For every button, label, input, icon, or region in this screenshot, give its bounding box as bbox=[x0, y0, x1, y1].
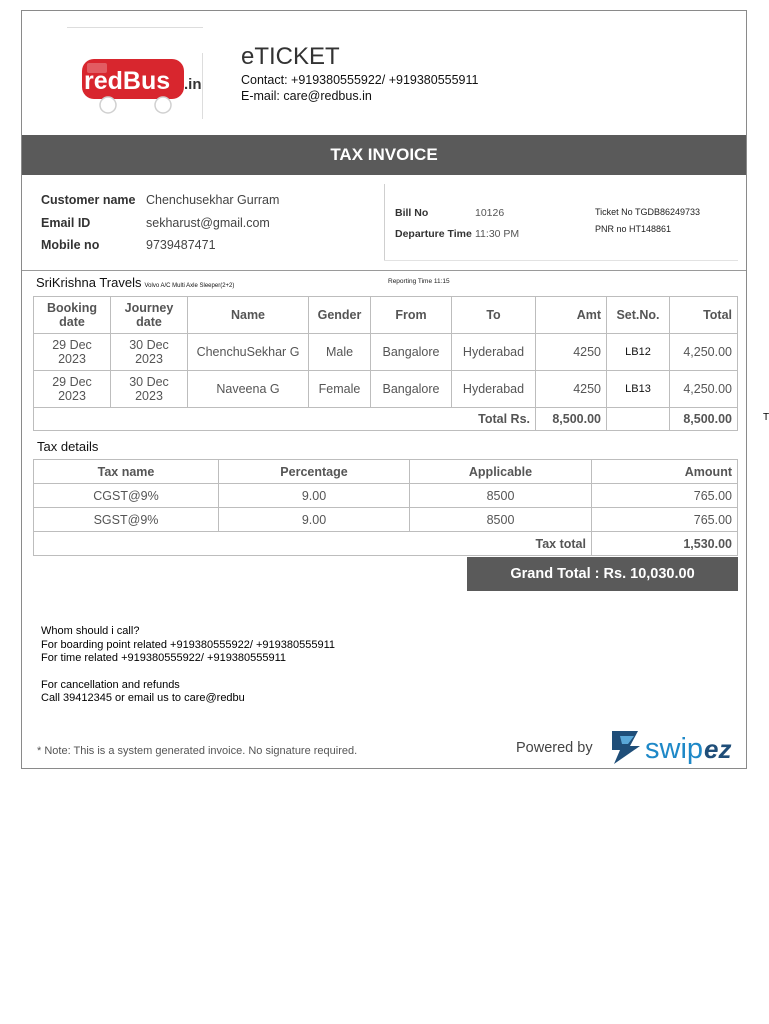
col-from: From bbox=[371, 297, 452, 334]
grand-total-box: Grand Total : Rs. 10,030.00 bbox=[467, 557, 738, 591]
customer-mobile: 9739487471 bbox=[146, 238, 216, 252]
trip-total-row bbox=[34, 408, 738, 431]
tax-total-label: Tax total bbox=[34, 532, 592, 556]
col-journey-date: Journey date bbox=[111, 297, 188, 334]
tax-percentage: 9.00 bbox=[219, 484, 410, 508]
from: Bangalore bbox=[371, 334, 452, 371]
svg-text:.in: .in bbox=[184, 76, 202, 93]
reporting-time: Reporting Time 11:15 bbox=[388, 278, 450, 285]
mobile-label: Mobile no bbox=[41, 238, 100, 252]
to: Hyderabad bbox=[452, 371, 536, 408]
email-label: Email ID bbox=[41, 215, 91, 230]
journey-date: 30 Dec 2023 bbox=[111, 334, 188, 371]
seat-no: LB13 bbox=[607, 371, 670, 408]
col-tax-name: Tax name bbox=[34, 460, 219, 484]
amount: 4250 bbox=[536, 334, 607, 371]
passenger-name: Naveena G bbox=[188, 371, 309, 408]
svg-text:redBus: redBus bbox=[84, 67, 171, 95]
gender: Female bbox=[309, 371, 371, 408]
stray-edge-text: T bbox=[763, 412, 769, 423]
invoice-page bbox=[21, 10, 747, 769]
col-seat-no: Set.No. bbox=[607, 297, 670, 334]
col-total: Total bbox=[670, 297, 738, 334]
help-question: Whom should i call? bbox=[41, 625, 140, 637]
tax-table bbox=[33, 459, 738, 556]
tax-header-row bbox=[34, 460, 738, 484]
to: Hyderabad bbox=[452, 334, 536, 371]
grand-row-total: 8,500.00 bbox=[670, 408, 738, 431]
section-separator bbox=[22, 270, 746, 271]
trip-table bbox=[33, 296, 738, 431]
col-amount: Amount bbox=[592, 460, 738, 484]
customer-email: sekharust@gmail.com bbox=[146, 215, 270, 230]
departure-time: 11:30 PM bbox=[475, 228, 520, 240]
contact-phone: Contact: +919380555922/ +919380555911 bbox=[241, 73, 479, 87]
col-name: Name bbox=[188, 297, 309, 334]
eticket-title: eTICKET bbox=[241, 43, 340, 70]
passenger-name: ChenchuSekhar G bbox=[188, 334, 309, 371]
bill-no: 10126 bbox=[475, 207, 505, 219]
col-to: To bbox=[452, 297, 536, 334]
contact-email: E-mail: care@redbus.in bbox=[241, 89, 372, 103]
table-row bbox=[34, 334, 738, 371]
row-total: 4,250.00 bbox=[670, 371, 738, 408]
help-section bbox=[41, 625, 335, 706]
col-booking-date: Booking date bbox=[34, 297, 111, 334]
redbus-logo bbox=[67, 27, 204, 120]
tax-name: SGST@9% bbox=[34, 508, 219, 532]
tax-amount: 765.00 bbox=[592, 484, 738, 508]
tax-name: CGST@9% bbox=[34, 484, 219, 508]
customer-name-label: Customer name bbox=[41, 193, 136, 207]
customer-name: Chenchusekhar Gurram bbox=[146, 193, 280, 207]
customer-details bbox=[41, 189, 279, 257]
tax-invoice-banner: TAX INVOICE bbox=[22, 135, 746, 175]
table-row bbox=[34, 508, 738, 532]
bill-no-label: Bill No bbox=[395, 207, 429, 219]
bus-type: Volvo A/C Multi Axle Sleeper(2+2) bbox=[144, 283, 235, 289]
booking-date: 29 Dec 2023 bbox=[34, 334, 111, 371]
operator-line bbox=[36, 275, 234, 290]
svg-text:swip: swip bbox=[645, 733, 704, 765]
contact-info bbox=[241, 72, 479, 104]
details-divider bbox=[384, 184, 385, 261]
help-boarding: For boarding point related +919380555922/ +919380555911 bbox=[41, 638, 335, 651]
total-rs-label: Total Rs. bbox=[34, 408, 536, 431]
bill-separator bbox=[384, 260, 738, 261]
trip-header-row bbox=[34, 297, 738, 334]
seat-no: LB12 bbox=[607, 334, 670, 371]
col-applicable: Applicable bbox=[410, 460, 592, 484]
operator-name: SriKrishna Travels bbox=[36, 275, 142, 290]
col-gender: Gender bbox=[309, 297, 371, 334]
swipez-logo bbox=[610, 728, 740, 773]
gender: Male bbox=[309, 334, 371, 371]
total-amt: 8,500.00 bbox=[536, 408, 607, 431]
tax-total: 1,530.00 bbox=[592, 532, 738, 556]
row-total: 4,250.00 bbox=[670, 334, 738, 371]
ticket-no: Ticket No TGDB86249733 bbox=[595, 207, 701, 217]
tax-details-heading: Tax details bbox=[37, 439, 99, 454]
pnr-no: PNR no HT148861 bbox=[595, 224, 672, 234]
table-row bbox=[34, 484, 738, 508]
help-cancellation: For cancellation and refunds bbox=[41, 678, 180, 691]
booking-date: 29 Dec 2023 bbox=[34, 371, 111, 408]
from: Bangalore bbox=[371, 371, 452, 408]
help-time: For time related +919380555922/ +919380555911 bbox=[41, 652, 287, 664]
system-note: * Note: This is a system generated invoice. No signature required. bbox=[37, 745, 358, 757]
help-call: Call 39412345 or email us to care@redbu bbox=[41, 692, 245, 704]
tax-percentage: 9.00 bbox=[219, 508, 410, 532]
departure-label: Departure Time bbox=[395, 228, 472, 240]
table-row bbox=[34, 371, 738, 408]
total-empty-cell bbox=[607, 408, 670, 431]
journey-date: 30 Dec 2023 bbox=[111, 371, 188, 408]
col-amt: Amt bbox=[536, 297, 607, 334]
tax-amount: 765.00 bbox=[592, 508, 738, 532]
powered-by-label: Powered by bbox=[516, 740, 593, 756]
amount: 4250 bbox=[536, 371, 607, 408]
bill-details bbox=[395, 203, 519, 245]
ticket-details bbox=[595, 204, 700, 238]
tax-total-row bbox=[34, 532, 738, 556]
col-percentage: Percentage bbox=[219, 460, 410, 484]
svg-text:ez: ez bbox=[704, 734, 732, 764]
tax-applicable: 8500 bbox=[410, 508, 592, 532]
tax-applicable: 8500 bbox=[410, 484, 592, 508]
